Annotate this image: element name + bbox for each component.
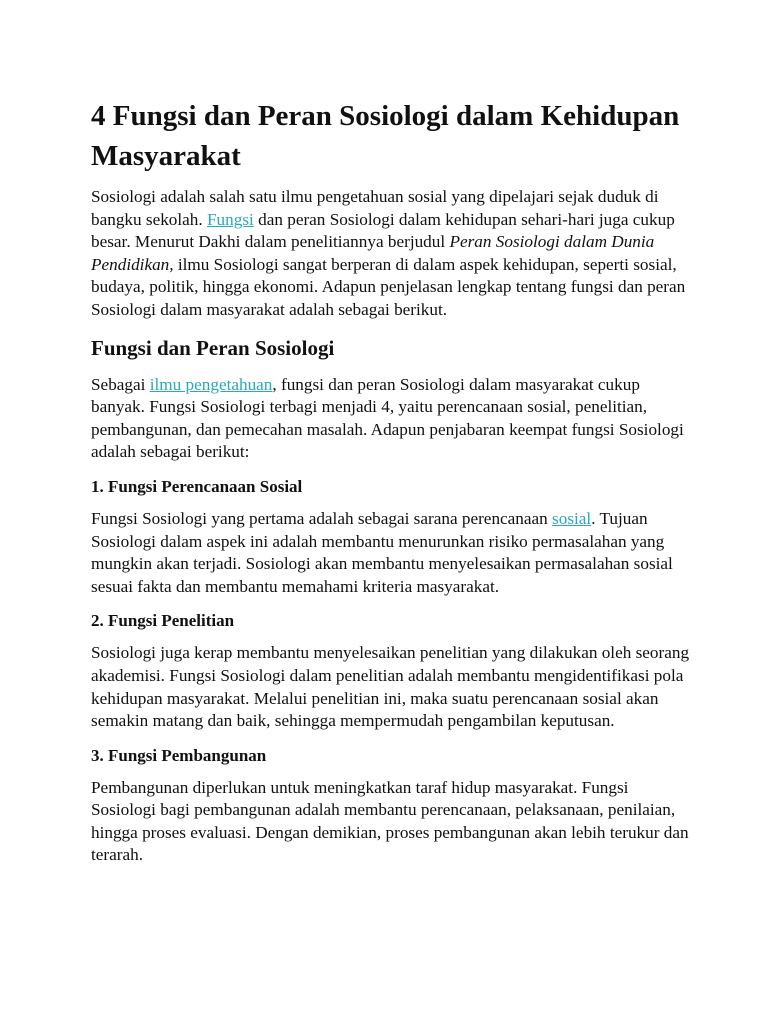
intro-italic-title: Peran Sosiologi dalam Dunia Pendidikan,	[91, 232, 655, 274]
fungsi1-heading: 1. Fungsi Perencanaan Sosial	[91, 476, 303, 496]
fungsi3-heading: 3. Fungsi Pembangunan	[91, 745, 267, 765]
section-text-2: , fungsi dan peran Sosiologi dalam masyarakat cukup banyak. Fungsi Sosiologi terbagi menjadi 4, yaitu perencanaan sosial, penelitian, pembangunan, dan pemecahan masalah. Adapun penjabaran keempat fungsi Sosiologi adalah sebagai berikut:	[91, 374, 684, 462]
intro-text-1: Sosiologi adalah salah satu ilmu pengetahuan sosial yang dipelajari sejak duduk di bangku sekolah.	[91, 187, 659, 229]
intro-text-3: ilmu Sosiologi sangat berperan di dalam aspek kehidupan, seperti sosial, budaya, politik, hingga ekonomi. Adapun penjelasan lengkap tentang fungsi dan peran Sosiologi dalam masyarakat adalah sebagai berikut.	[91, 254, 686, 319]
fungsi1-text-1: Fungsi Sosiologi yang pertama adalah sebagai sarana perencanaan	[91, 508, 553, 528]
section-paragraph	[91, 374, 691, 464]
intro-paragraph	[91, 186, 691, 322]
section-heading: Fungsi dan Peran Sosiologi	[91, 335, 335, 360]
fungsi2-heading: 2. Fungsi Penelitian	[91, 611, 235, 631]
link-ilmu-pengetahuan[interactable]: ilmu pengetahuan	[149, 374, 273, 394]
fungsi1-paragraph	[91, 508, 691, 598]
article-title: 4 Fungsi dan Peran Sosiologi dalam Kehidupan Masyarakat	[91, 100, 680, 172]
intro-text-2: dan peran Sosiologi dalam kehidupan sehari-hari juga cukup besar. Menurut Dakhi dalam penelitiannya berjudul	[91, 209, 675, 252]
link-fungsi[interactable]: Fungsi	[207, 209, 254, 229]
fungsi2-paragraph: Sosiologi juga kerap membantu menyelesaikan penelitian yang dilakukan oleh seorang akademisi. Fungsi Sosiologi dalam penelitian adalah membantu mengidentifikasi pola kehidupan masyarakat. Melalui penelitian ini, maka suatu perencanaan sosial akan semakin matang dan baik, sehingga mempermudah pengambilan keputusan.	[91, 643, 690, 731]
section-text-1: Sebagai	[91, 374, 150, 394]
document-page	[91, 96, 691, 867]
link-sosial[interactable]: sosial	[552, 508, 592, 528]
fungsi1-text-2: . Tujuan Sosiologi dalam aspek ini adalah membantu menurunkan risiko permasalahan yang mungkin akan terjadi. Sosiologi akan membantu menyelesaikan permasalahan sosial sesuai fakta dan membantu memahami kriteria masyarakat.	[91, 508, 673, 596]
fungsi3-paragraph: Pembangunan diperlukan untuk meningkatkan taraf hidup masyarakat. Fungsi Sosiologi bagi pembangunan adalah membantu perencanaan, pelaksanaan, penilaian, hingga proses evaluasi. Dengan demikian, proses pembangunan akan lebih terukur dan terarah.	[91, 777, 689, 865]
